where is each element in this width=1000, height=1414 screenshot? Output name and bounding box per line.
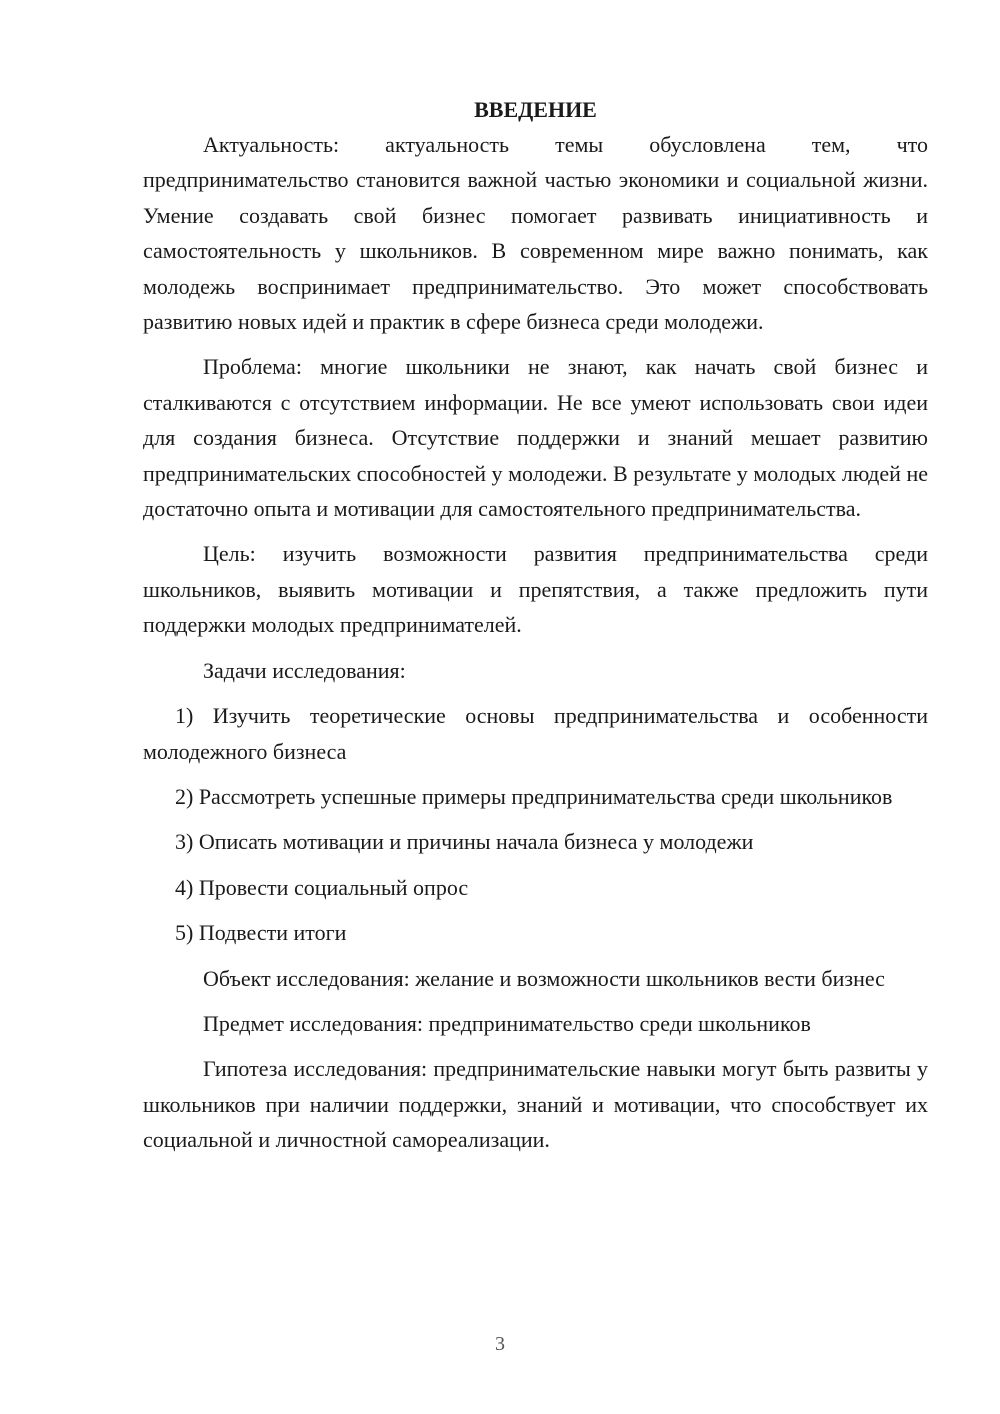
page-number: 3 — [495, 1333, 505, 1355]
task-item-4: 4) Провести социальный опрос — [175, 874, 469, 900]
document-page — [143, 92, 928, 1382]
paragraph-problem: Проблема: многие школьники не знают, как начать свой бизнес и сталкиваются с отсутствием информации. Не все умеют использовать свои идеи для создания бизнеса. Отсутствие поддержки и знаний мешает развитию предпринимательских способностей у молодежи. В результате у молодых людей не достаточно опыта и мотивации для самостоятельного предпринимательства. — [143, 354, 928, 522]
paragraph-subject: Предмет исследования: предпринимательство среди школьников — [203, 1010, 811, 1036]
paragraph-hypothesis: Гипотеза исследования: предпринимательские навыки могут быть развиты у школьников при наличии поддержки, знаний и мотивации, что способствует их социальной и личностной самореализации. — [143, 1056, 928, 1153]
tasks-heading: Задачи исследования: — [203, 657, 406, 683]
task-item-2: 2) Рассмотреть успешные примеры предпринимательства среди школьников — [175, 783, 893, 809]
task-item-5: 5) Подвести итоги — [175, 920, 347, 946]
paragraph-relevance: Актуальность: актуальность темы обусловлена тем, что предпринимательство становится важной частью экономики и социальной жизни. Умение создавать свой бизнес помогает развивать инициативность и самостоятельность у школьников. В современном мире важно понимать, как молодежь воспринимает предпринимательство. Это может способствовать развитию новых идей и практик в сфере бизнеса среди молодежи. — [143, 132, 928, 335]
paragraph-object: Объект исследования: желание и возможности школьников вести бизнес — [203, 965, 885, 991]
page-title: ВВЕДЕНИЕ — [474, 97, 597, 122]
task-item-1: 1) Изучить теоретические основы предпринимательства и особенности молодежного бизнеса — [143, 703, 928, 764]
task-item-3: 3) Описать мотивации и причины начала бизнеса у молодежи — [175, 829, 754, 855]
paragraph-goal: Цель: изучить возможности развития предпринимательства среди школьников, выявить мотивации и препятствия, а также предложить пути поддержки молодых предпринимателей. — [143, 541, 928, 638]
